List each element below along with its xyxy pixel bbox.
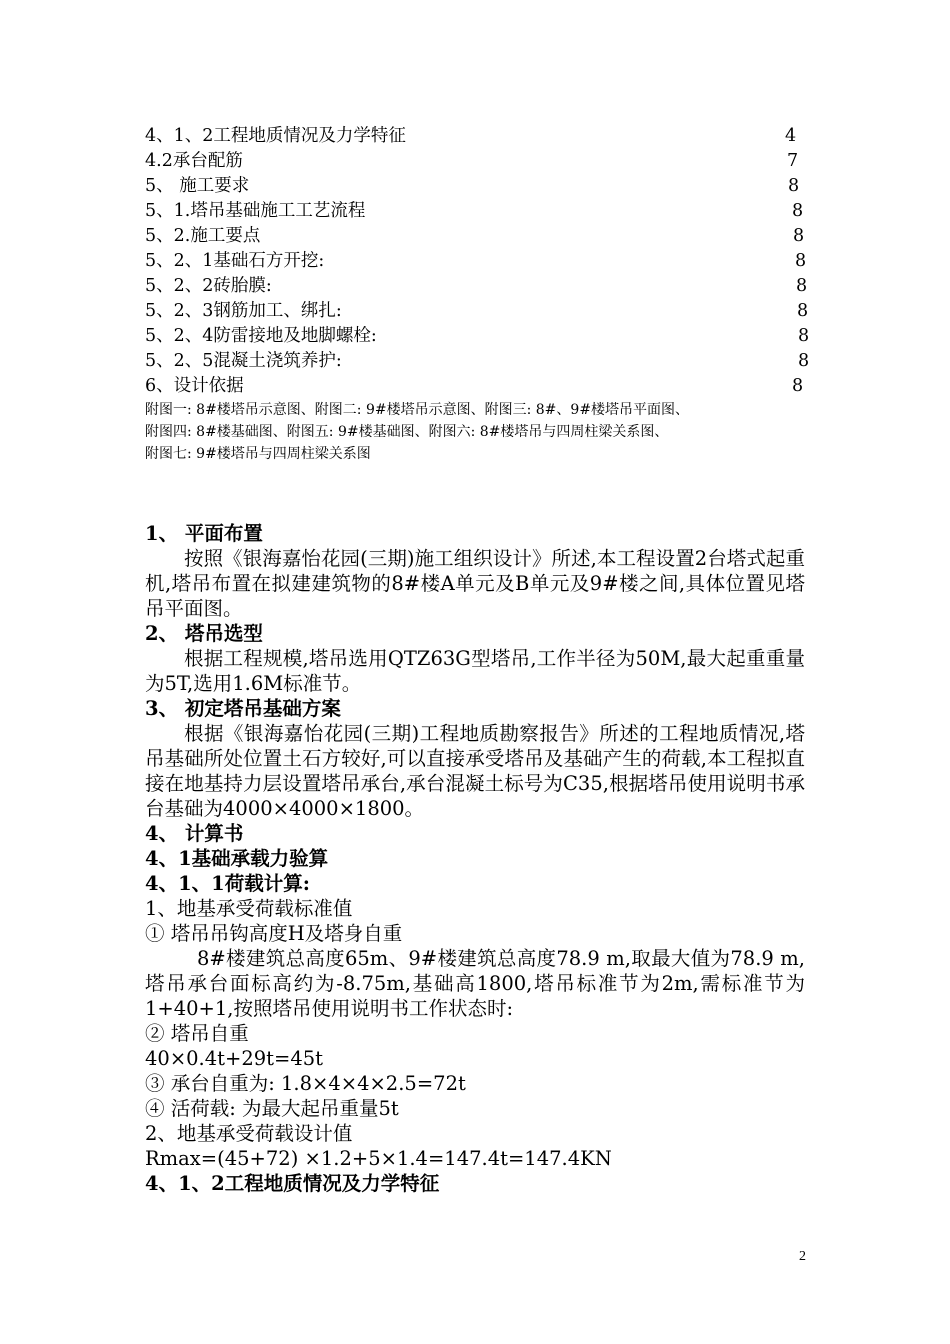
toc-page-number: 8 <box>792 376 804 396</box>
toc-label: 5、2、5混凝土浇筑养护: <box>145 351 342 371</box>
subsection-heading: 4、1、1荷载计算: <box>145 872 310 895</box>
toc-entry[interactable] <box>145 149 825 174</box>
toc-label: 5、2.施工要点 <box>145 226 261 246</box>
toc-entry[interactable] <box>145 299 825 324</box>
toc-page-number: 8 <box>788 176 800 196</box>
toc-label: 4、1、2工程地质情况及力学特征 <box>145 126 406 146</box>
section-paragraph: 按照《银海嘉怡花园(三期)施工组织设计》所述,本工程设置2台塔式起重机,塔吊布置在拟建建筑物的8#楼A单元及B单元及9#楼之间,具体位置见塔吊平面图。 <box>145 547 805 620</box>
toc-entry[interactable] <box>145 324 825 349</box>
section-paragraph: 8#楼建筑总高度65m、9#楼建筑总高度78.9 m,取最大值为78.9 m,塔吊承台面标高约为-8.75m,基础高1800,塔吊标准节为2m,需标准节为1+40+1,按照塔吊使用说明书工作状态时: <box>145 947 805 1020</box>
toc-page-number: 4 <box>785 126 797 146</box>
page-number: 2 <box>799 1249 806 1264</box>
toc-entry[interactable] <box>145 224 825 249</box>
toc-entry[interactable] <box>145 124 825 149</box>
toc-entry[interactable] <box>145 374 825 399</box>
toc-label: 5、2、1基础石方开挖: <box>145 251 325 271</box>
toc-page-number: 8 <box>793 226 805 246</box>
section-paragraph: 根据《银海嘉怡花园(三期)工程地质勘察报告》所述的工程地质情况,塔吊基础所处位置土石方较好,可以直接承受塔吊及基础产生的荷载,本工程拟直接在地基持力层设置塔吊承台,承台混凝土标号为C35,根据塔吊使用说明书承台基础为4000×4000×1800。 <box>145 722 805 820</box>
toc-entry[interactable] <box>145 274 825 299</box>
toc-label: 5、 施工要求 <box>145 176 250 196</box>
body-line: 1、地基承受荷载标准值 <box>145 897 353 920</box>
body-line: ④ 活荷载: 为最大起吊重量5t <box>145 1097 399 1120</box>
toc-label: 5、2、2砖胎膜: <box>145 276 272 296</box>
table-of-contents <box>145 124 825 465</box>
section-heading: 2、 塔吊选型 <box>145 622 263 645</box>
document-body <box>145 521 805 1196</box>
toc-page-number: 8 <box>797 301 809 321</box>
toc-label: 4.2承台配筋 <box>145 151 243 171</box>
figure-list-line: 附图七: 9#楼塔吊与四周柱梁关系图 <box>145 446 371 462</box>
section-heading: 1、 平面布置 <box>145 522 263 545</box>
figure-list-line: 附图四: 8#楼基础图、附图五: 9#楼基础图、附图六: 8#楼塔吊与四周柱梁关系图、 <box>145 424 669 440</box>
toc-label: 5、1.塔吊基础施工工艺流程 <box>145 201 366 221</box>
toc-page-number: 8 <box>795 251 807 271</box>
formula-line: Rmax=(45+72) ×1.2+5×1.4=147.4t=147.4KN <box>145 1147 612 1170</box>
section-paragraph: 根据工程规模,塔吊选用QTZ63G型塔吊,工作半径为50M,最大起重重量为5T,选用1.6M标准节。 <box>145 647 805 695</box>
body-line: ② 塔吊自重 <box>145 1022 249 1045</box>
toc-entry[interactable] <box>145 174 825 199</box>
toc-page-number: 8 <box>798 326 810 346</box>
toc-label: 6、设计依据 <box>145 376 244 396</box>
section-heading: 3、 初定塔吊基础方案 <box>145 697 341 720</box>
subsection-heading: 4、1基础承载力验算 <box>145 847 329 870</box>
toc-page-number: 8 <box>796 276 808 296</box>
toc-entry[interactable] <box>145 249 825 274</box>
section-heading: 4、 计算书 <box>145 822 244 845</box>
toc-label: 5、2、4防雷接地及地脚螺栓: <box>145 326 377 346</box>
formula-line: 40×0.4t+29t=45t <box>145 1047 323 1070</box>
toc-entry[interactable] <box>145 349 825 374</box>
subsection-heading: 4、1、2工程地质情况及力学特征 <box>145 1172 440 1195</box>
body-line: 2、地基承受荷载设计值 <box>145 1122 353 1145</box>
toc-page-number: 8 <box>798 351 810 371</box>
toc-page-number: 7 <box>787 151 799 171</box>
formula-line: ③ 承台自重为: 1.8×4×4×2.5=72t <box>145 1072 466 1095</box>
body-line: ① 塔吊吊钩高度H及塔身自重 <box>145 922 403 945</box>
toc-entry[interactable] <box>145 199 825 224</box>
toc-label: 5、2、3钢筋加工、绑扎: <box>145 301 342 321</box>
figure-list-line: 附图一: 8#楼塔吊示意图、附图二: 9#楼塔吊示意图、附图三: 8#、9#楼塔吊平面图、 <box>145 402 690 418</box>
toc-page-number: 8 <box>792 201 804 221</box>
